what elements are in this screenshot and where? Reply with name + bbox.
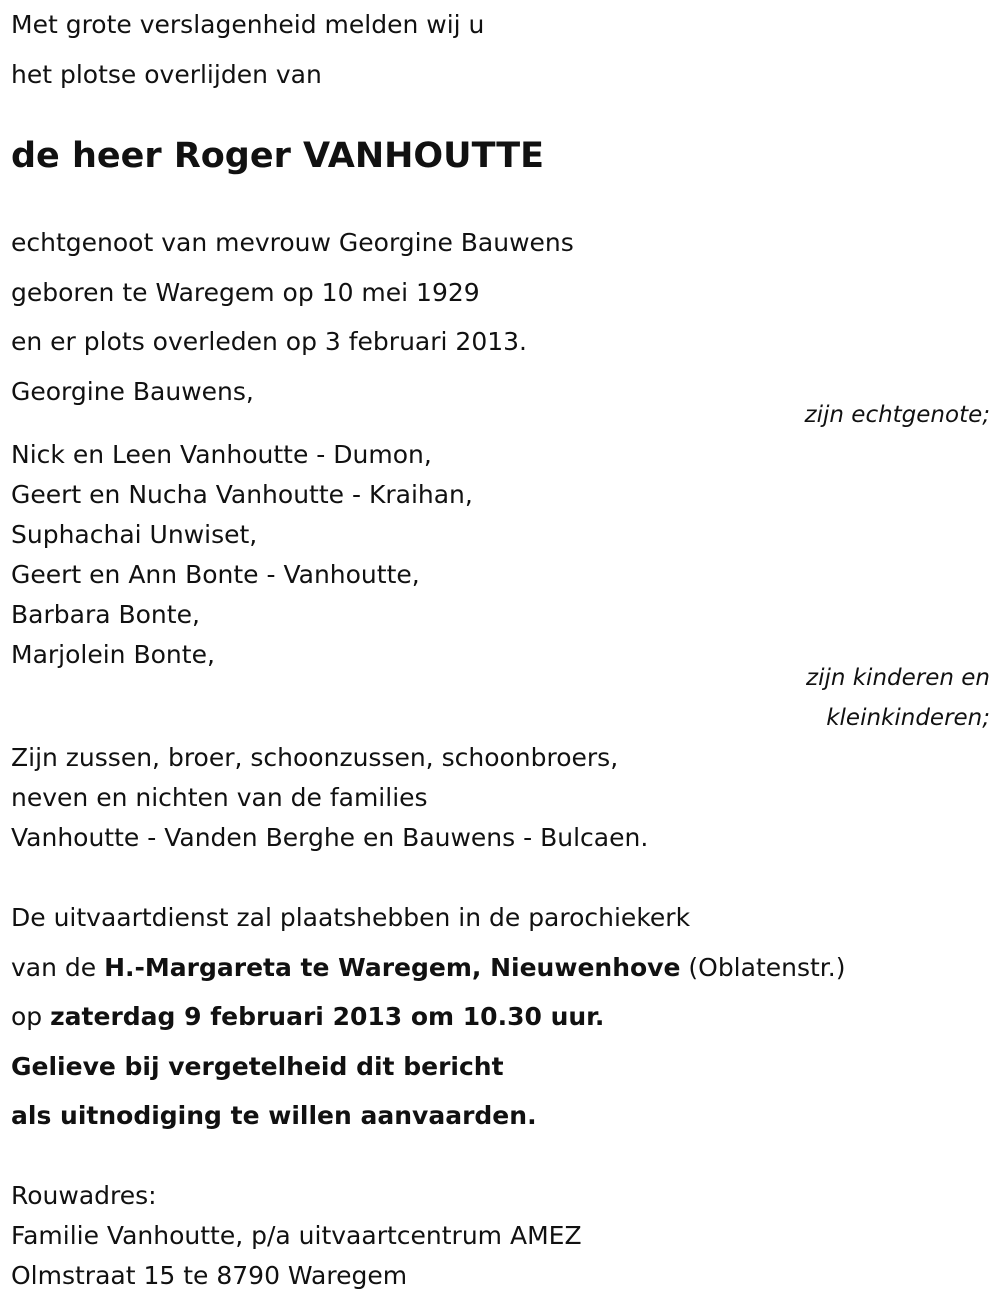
deceased-name: de heer Roger VANHOUTTE bbox=[11, 136, 545, 176]
service-datetime: zaterdag 9 februari 2013 om 10.30 uur. bbox=[50, 1002, 605, 1031]
child-name: Geert en Nucha Vanhoutte - Kraihan, bbox=[11, 480, 473, 509]
service-line-2 bbox=[11, 953, 846, 983]
address-line-1: Familie Vanhoutte, p/a uitvaartcentrum AMEZ bbox=[11, 1221, 582, 1250]
service-line-1: De uitvaartdienst zal plaatshebben in de parochiekerk bbox=[11, 903, 691, 932]
intro-line-2: het plotse overlijden van bbox=[11, 60, 322, 89]
child-name: Barbara Bonte, bbox=[11, 600, 200, 629]
notice-line-2: als uitnodiging te willen aanvaarden. bbox=[11, 1101, 537, 1130]
service-line-3 bbox=[11, 1002, 604, 1032]
church-street-note: (Oblatenstr.) bbox=[680, 953, 846, 982]
family-line: neven en nichten van de families bbox=[11, 783, 428, 812]
died-line: en er plots overleden op 3 februari 2013. bbox=[11, 327, 527, 356]
church-name: H.-Margareta te Waregem, Nieuwenhove bbox=[104, 953, 681, 982]
mourner-spouse-role: zijn echtgenote; bbox=[804, 402, 990, 428]
born-line: geboren te Waregem op 10 mei 1929 bbox=[11, 278, 480, 307]
child-name: Nick en Leen Vanhoutte - Dumon, bbox=[11, 440, 432, 469]
children-role-line-1: zijn kinderen en bbox=[806, 665, 990, 691]
service-line-3-prefix: op bbox=[11, 1002, 51, 1031]
address-label: Rouwadres: bbox=[11, 1181, 157, 1210]
child-name: Suphachai Unwiset, bbox=[11, 520, 258, 549]
child-name: Geert en Ann Bonte - Vanhoutte, bbox=[11, 560, 420, 589]
service-line-2-prefix: van de bbox=[11, 953, 105, 982]
address-line-2: Olmstraat 15 te 8790 Waregem bbox=[11, 1261, 408, 1290]
children-role-line-2: kleinkinderen; bbox=[826, 705, 990, 731]
mourner-spouse-name: Georgine Bauwens, bbox=[11, 377, 254, 406]
family-line: Vanhoutte - Vanden Berghe en Bauwens - Bulcaen. bbox=[11, 823, 649, 852]
intro-line-1: Met grote verslagenheid melden wij u bbox=[11, 10, 485, 39]
family-line: Zijn zussen, broer, schoonzussen, schoonbroers, bbox=[11, 743, 619, 772]
spouse-line: echtgenoot van mevrouw Georgine Bauwens bbox=[11, 228, 574, 257]
child-name: Marjolein Bonte, bbox=[11, 640, 215, 669]
notice-line-1: Gelieve bij vergetelheid dit bericht bbox=[11, 1052, 504, 1081]
